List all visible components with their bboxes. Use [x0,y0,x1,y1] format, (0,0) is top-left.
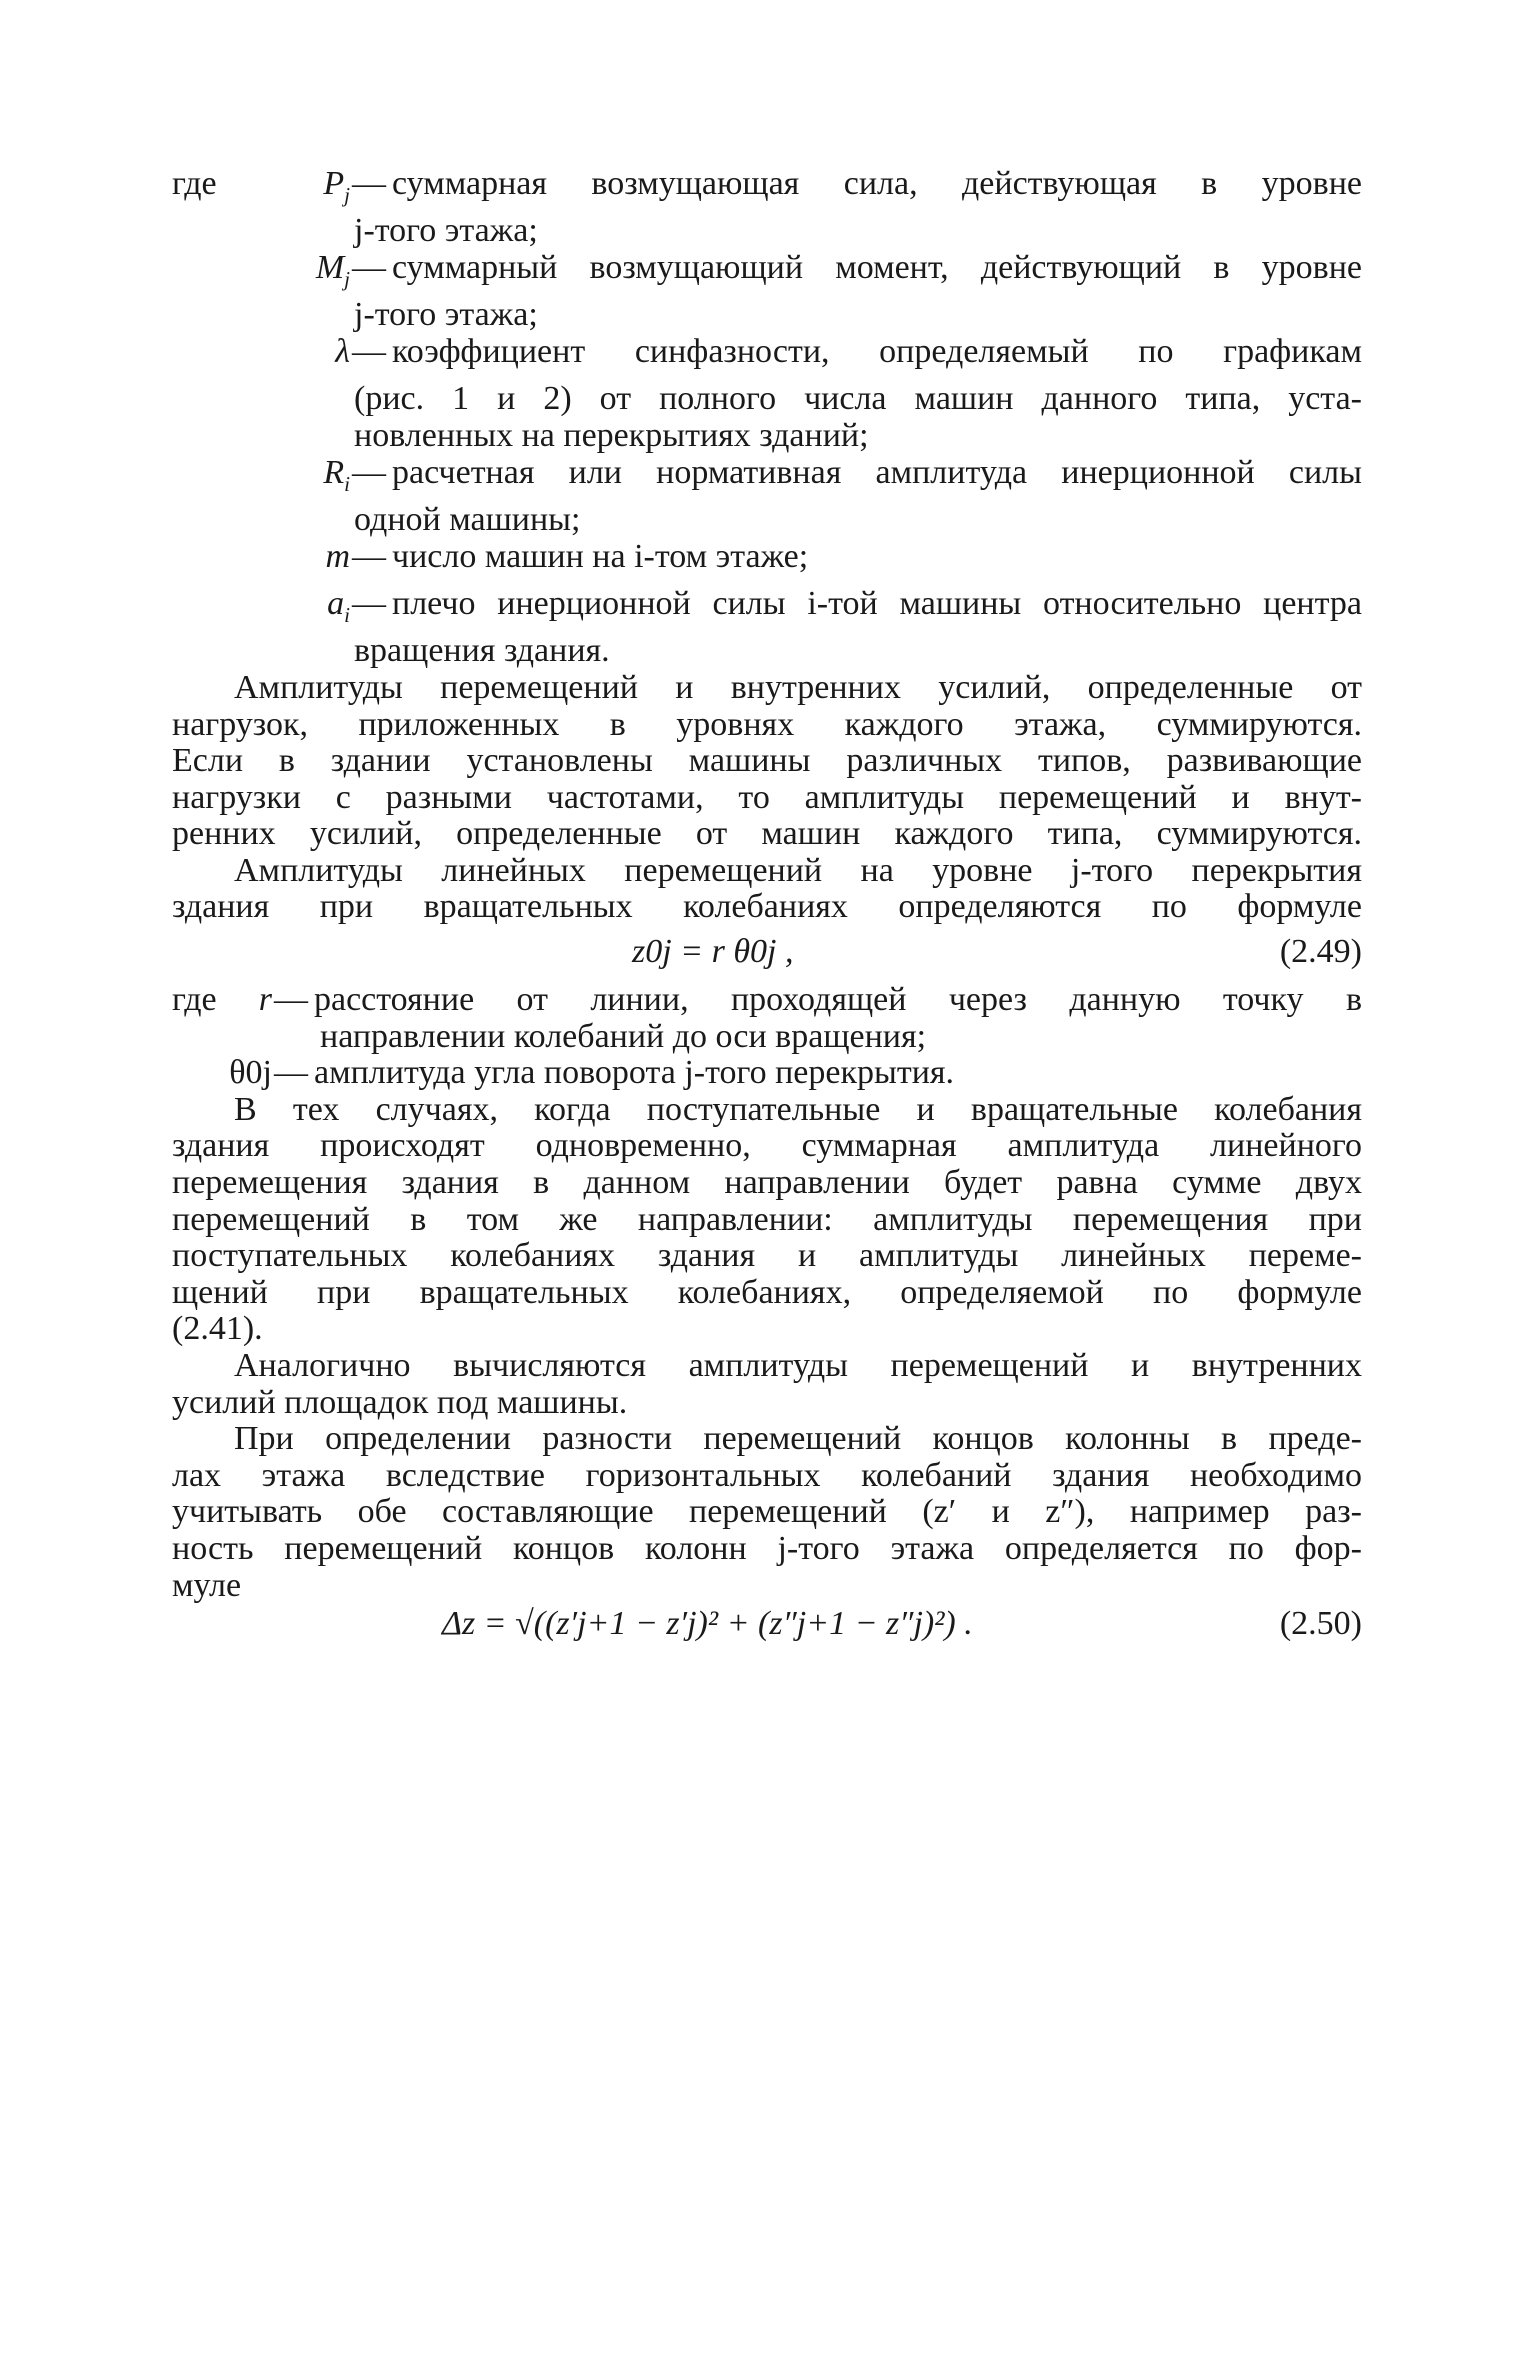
definition-text: суммарная возмущающая сила, действующая в уровне [392,165,1362,202]
definition-text: амплитуда угла поворота j-того перекрытия. [314,1054,955,1092]
definitions-list [172,166,1362,670]
definitions-list [172,982,1362,1092]
symbol: $R_i$ [323,453,350,496]
lead-word: где [172,165,217,202]
equation-formula: Δz = √((z′j+1 − z′j)² + (z″j+1 − z″j)²) . [442,1605,973,1643]
definition-continuation: вращения здания. [354,632,610,670]
definition-text: расстояние от линии, проходящей через данную точку в [314,981,1362,1019]
definition-continuation: (рис. 1 и 2) от полного числа машин данного типа, уста- [354,380,1362,418]
paragraph: В тех случаях, когда поступательные и вращательные колебания здания происходят одновременно, суммарная амплитуда линейного перемещения здания в данном направлении будет равна сумме двух перемещений в том же направлении: амплитуды перемещения при поступательных колебаниях здания и амплитуды линейных переме- щений при вращательных колебаниях, определяемой по формуле (2.41). [172,1090,1362,1348]
definition-text: расчетная или нормативная амплитуда инерционной силы [392,453,1362,491]
symbol: r [258,981,272,1019]
symbol: $P_j$ [323,165,350,207]
paragraph: Амплитуды линейных перемещений на уровне j-того перекрытия здания при вращательных колебаниях определяются по формуле [172,851,1362,926]
definition-text: плечо инерционной силы i-той машины относительно центра [392,584,1362,622]
definition-continuation: j-того этажа; [354,296,538,334]
definition-continuation: j-того этажа; [354,212,538,250]
paragraph: Аналогично вычисляются амплитуды перемещений и внутренних усилий площадок под машины. [172,1347,1362,1421]
definition-text: число машин на i-том этаже; [392,537,809,575]
equation-number: (2.50) [1279,1605,1362,1643]
definition-item: m — число машин на i-том этаже; [172,539,1362,586]
definition-item: θ0j — амплитуда угла поворота j-того перекрытия. [172,1055,1362,1092]
definition-item: $a_i$ — плечо инерционной силы i-той машины относительно центра [172,586,1362,633]
definition-item: $R_i$ — расчетная или нормативная амплитуда инерционной силы [172,455,1362,502]
symbol: λ [335,332,350,370]
page-text [172,166,1362,1660]
equation-2-50 [172,1604,1362,1660]
paragraph: При определении разности перемещений концов колонны в преде- лах этажа вследствие горизонтальных колебаний здания необходимо учитывать обе составляющие перемещений (z′ и z″), например раз- ность перемещений концов колонн j-того этажа определяется по фор- муле [172,1420,1362,1604]
definition-item: где $P_j$ — суммарная возмущающая сила, действующая в уровне [172,166,1362,213]
definition-continuation: направлении колебаний до оси вращения; [320,1017,927,1055]
symbol: m [325,537,350,575]
definition-continuation: новленных на перекрытиях зданий; [354,416,869,454]
definition-item: λ — коэффициент синфазности, определяемый по графикам [172,334,1362,381]
definition-text: коэффициент синфазности, определяемый по графикам [392,332,1362,370]
definition-continuation: одной машины; [354,500,581,538]
symbol: $a_i$ [327,584,350,627]
equation-number: (2.49) [1279,933,1362,971]
definition-text: суммарный возмущающий момент, действующий в уровне [392,248,1362,286]
definition-item: $M_j$ — суммарный возмущающий момент, действующий в уровне [172,250,1362,297]
paragraph: Амплитуды перемещений и внутренних усилий, определенные от нагрузок, приложенных в уровнях каждого этажа, суммируются. Если в здании установлены машины различных типов, развивающие нагрузки с разными частотами, то амплитуды перемещений и внут- ренних усилий, определенные от машин каждого типа, суммируются. [172,668,1362,853]
equation-2-49 [172,926,1362,982]
symbol: θ0j [229,1054,272,1092]
definition-item: где r — расстояние от линии, проходящей через данную точку в [172,981,1362,1019]
equation-formula: z0j = r θ0j , [632,933,794,971]
symbol: $M_j$ [315,248,350,291]
